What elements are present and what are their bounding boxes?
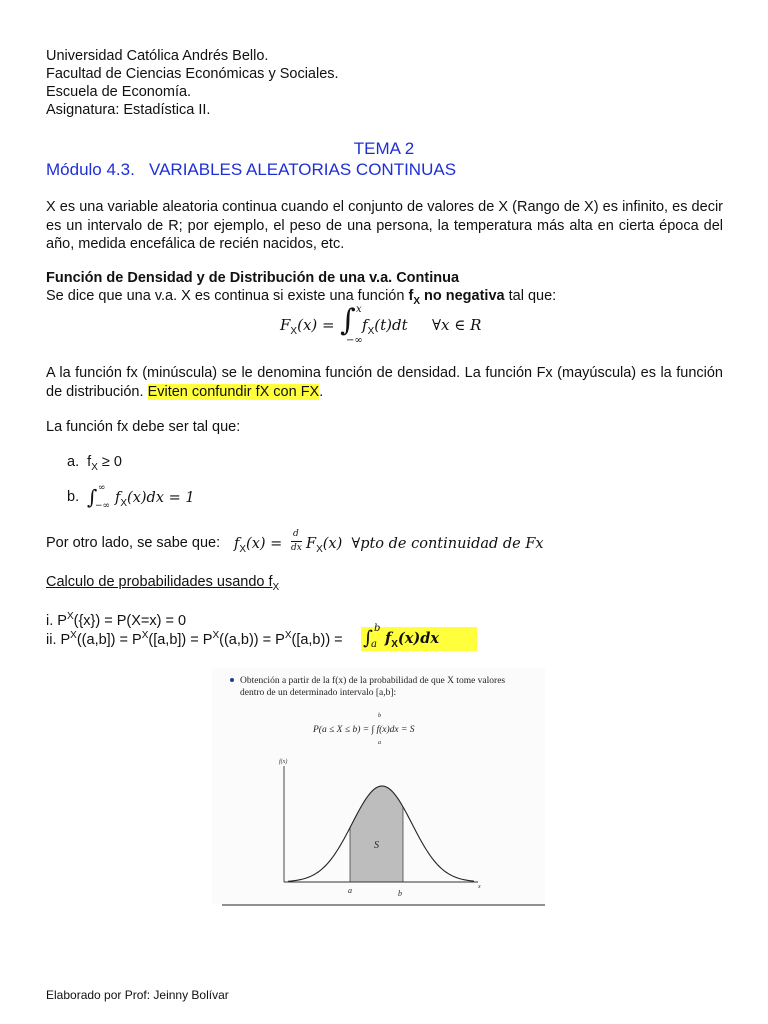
conditions-intro: La función fx debe ser tal que: (46, 419, 241, 435)
figure-formula-upper: b (378, 713, 381, 719)
topic-title: TEMA 2 (353, 139, 415, 158)
footer-author: Elaborado por Prof: Jeinny Bolívar (46, 988, 229, 1002)
derivative-relation: Por otro lado, se sabe que: $f_X(x)$ = d dx $F_X(x)$ ∀pto de continuidad de Fx (46, 529, 544, 555)
b-label: b (398, 889, 402, 898)
density-text-post: tal que: (504, 288, 557, 304)
section-density-title: Función de Densidad y de Distribución de una v.a. Continua (46, 270, 460, 286)
subject-line: Asignatura: Estadística II. (46, 102, 211, 118)
condition-b-label: b. (67, 489, 80, 505)
condition-a-label: a. (67, 454, 80, 470)
faculty-line: Facultad de Ciencias Económicas y Sociales. (46, 66, 339, 82)
probability-interval: ii. $P^X((a,b]) = P^X([a,b]) = P^X((a,b)) = P^X([a,b))$ = ∫ b a $f_X(x)dx$ (46, 630, 546, 656)
figure-formula-lower: a (378, 740, 381, 746)
institution-header (46, 47, 339, 119)
figure-bullet-line1: Obtención a partir de la f(x) de la probabilidad de que X tome valores (240, 676, 506, 686)
intro-paragraph: X es una variable aleatoria continua cuando el conjunto de valores de X (Rango de X) es infinito, es decir es un intervalo de R; por ejemplo, el peso de una persona, la temperatura más alta en cierta época del año, medida encefálica de recién nacidos, etc. (46, 199, 723, 252)
density-text-pre: Se dice que una v.a. X es continua si existe una función (46, 288, 409, 304)
probability-point: i. $P^X(\{x\}) = P(X=x) = 0$ (46, 611, 187, 629)
warning-highlight: Eviten confundir fX con FX (147, 383, 320, 400)
y-axis-label: f(x) (279, 759, 288, 765)
bullet-dot (230, 678, 234, 682)
integral-highlight: ∫ b a $f_X(x)dx$ (361, 627, 477, 651)
area-label: S (374, 840, 379, 851)
school-line: Escuela de Economía. (46, 84, 192, 100)
condition-a: a. $f_X \ge 0$ (67, 454, 122, 473)
figure-svg (212, 668, 545, 906)
a-label: a (348, 886, 352, 895)
normal-curve-figure (212, 668, 545, 906)
condition-b: b. ∫ ∞ −∞ $f_X(x)dx = 1$ (67, 483, 195, 511)
distribution-formula: $F_X(x)$ = ∫ x −∞ $f_X(t)dt$ ∀x ∈ R (280, 303, 482, 346)
density-paragraph (46, 364, 723, 401)
figure-formula: P(a ≤ X ≤ b) = ∫ f(x)dx = S (313, 725, 415, 735)
derivative-intro: Por otro lado, se sabe que: (46, 535, 221, 551)
probability-section-title: Calculo de probabilidades usando $f_X$ (46, 574, 280, 593)
density-paragraph-text: A la función fx (minúscula) se le denomina función de densidad. La función Fx (mayúscula) es la función de distribución. (46, 365, 723, 400)
university-line: Universidad Católica Andrés Bello. (46, 48, 269, 64)
module-title: Módulo 4.3. VARIABLES ALEATORIAS CONTINUAS (46, 160, 457, 179)
figure-bullet-line2: dentro de un determinado intervalo [a,b]: (240, 688, 397, 698)
period: . (319, 383, 324, 400)
density-text-bold: $f_X$ no negativa (408, 288, 505, 307)
x-axis-label: x (478, 884, 481, 890)
